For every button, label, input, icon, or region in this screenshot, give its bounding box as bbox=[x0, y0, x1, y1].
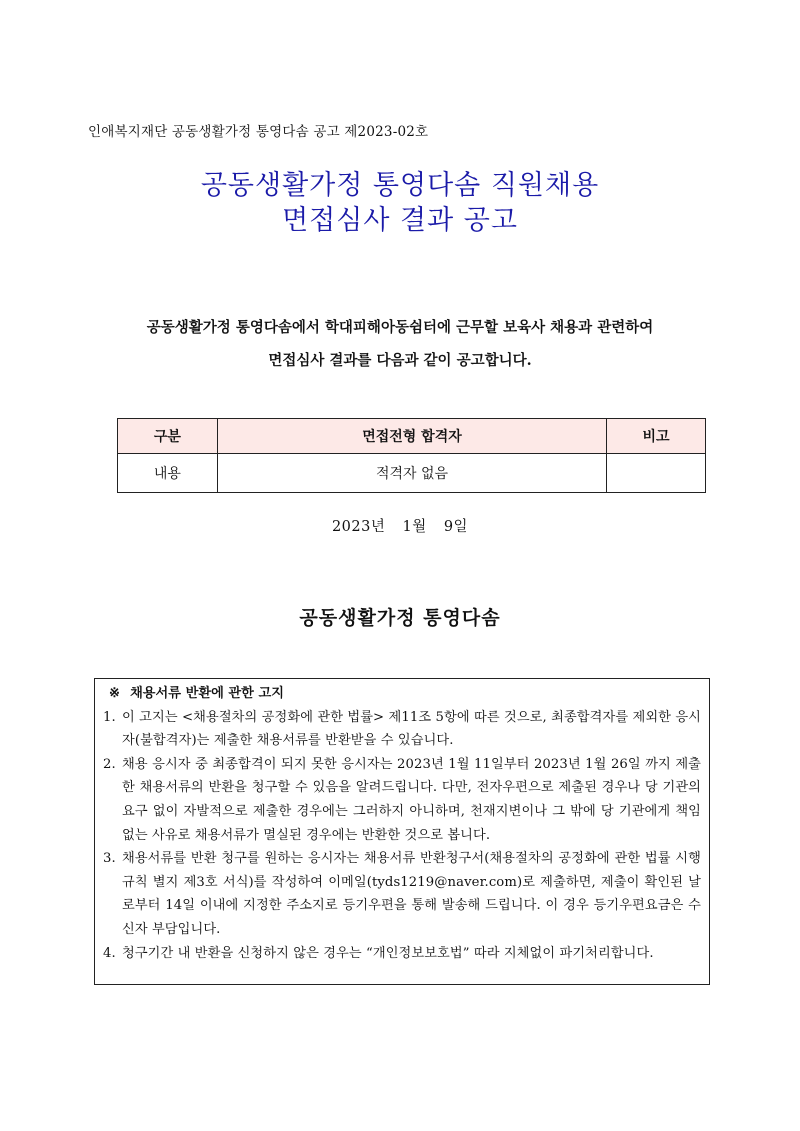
result-table bbox=[117, 418, 706, 493]
document-return-notice bbox=[94, 678, 710, 985]
announcement-date bbox=[0, 515, 800, 536]
cell-remarks bbox=[607, 454, 706, 493]
item-number: 1. bbox=[103, 709, 116, 725]
header-remarks: 비고 bbox=[607, 419, 706, 454]
notice-heading bbox=[103, 682, 701, 706]
list-item bbox=[103, 706, 701, 753]
reference-mark-icon: ※ bbox=[109, 686, 121, 701]
notice-number: 인애복지재단 공동생활가정 통영다솜 공고 제2023-02호 bbox=[88, 124, 429, 140]
intro-line2: 면접심사 결과를 다음과 같이 공고합니다. bbox=[268, 352, 532, 369]
table-header-row bbox=[118, 419, 706, 454]
notice-list bbox=[103, 706, 701, 966]
item-number: 2. bbox=[103, 756, 116, 772]
date-month: 1월 bbox=[402, 519, 427, 535]
item-text: 청구기간 내 반환을 신청하지 않은 경우는 “개인정보보호법” 따라 지체없이 파기처리합니다. bbox=[122, 945, 654, 961]
cell-passed: 적격자 없음 bbox=[217, 454, 606, 493]
page-title-line2: 면접심사 결과 공고 bbox=[282, 205, 518, 236]
header-category: 구분 bbox=[118, 419, 218, 454]
item-text: 이 고지는 <채용절차의 공정화에 관한 법률> 제11조 5항에 따른 것으로, 최종합격자를 제외한 응시자(불합격자)는 제출한 채용서류를 반환받을 수 있습니다. bbox=[122, 709, 701, 749]
date-year: 2023년 bbox=[331, 519, 386, 535]
item-number: 3. bbox=[103, 851, 116, 867]
list-item bbox=[103, 753, 701, 847]
item-text: 채용서류를 반환 청구를 원하는 응시자는 채용서류 반환청구서(채용절차의 공정화에 관한 법률 시행규칙 별지 제3호 서식)를 작성하여 이메일(tyds1219@naver.com)로 제출하면, 제출이 확인된 날로부터 14일 이내에 지정한 주소지로 등기우편을 통해 발송해 드립니다. 이 경우 등기우편요금은 수신자 부담입니다. bbox=[122, 851, 701, 937]
page-title-line1: 공동생활가정 통영다솜 직원채용 bbox=[200, 170, 600, 201]
header-passed: 면접전형 합격자 bbox=[217, 419, 606, 454]
item-number: 4. bbox=[103, 945, 116, 961]
cell-category: 내용 bbox=[118, 454, 218, 493]
intro-line1: 공동생활가정 통영다솜에서 학대피해아동쉼터에 근무할 보육사 채용과 관련하여 bbox=[146, 319, 654, 336]
list-item bbox=[103, 847, 701, 941]
item-text: 채용 응시자 중 최종합격이 되지 못한 응시자는 2023년 1월 11일부터 2023년 1월 26일 까지 제출한 채용서류의 반환을 청구할 수 있음을 알려드립니다. 다만, 전자우편으로 제출된 경우나 당 기관의 요구 없이 자발적으로 제출한 경우에는 그러하지 아니하며, 천재지변이나 그 밖에 당 기관에게 책임 없는 사유로 채용서류가 멸실된 경우에는 반환한 것으로 봅니다. bbox=[122, 756, 701, 843]
organization-name: 공동생활가정 통영다솜 bbox=[299, 607, 501, 629]
date-day: 9일 bbox=[443, 519, 469, 535]
notice-heading-text: 채용서류 반환에 관한 고지 bbox=[130, 686, 284, 701]
list-item bbox=[103, 942, 701, 966]
table-row bbox=[118, 454, 706, 493]
